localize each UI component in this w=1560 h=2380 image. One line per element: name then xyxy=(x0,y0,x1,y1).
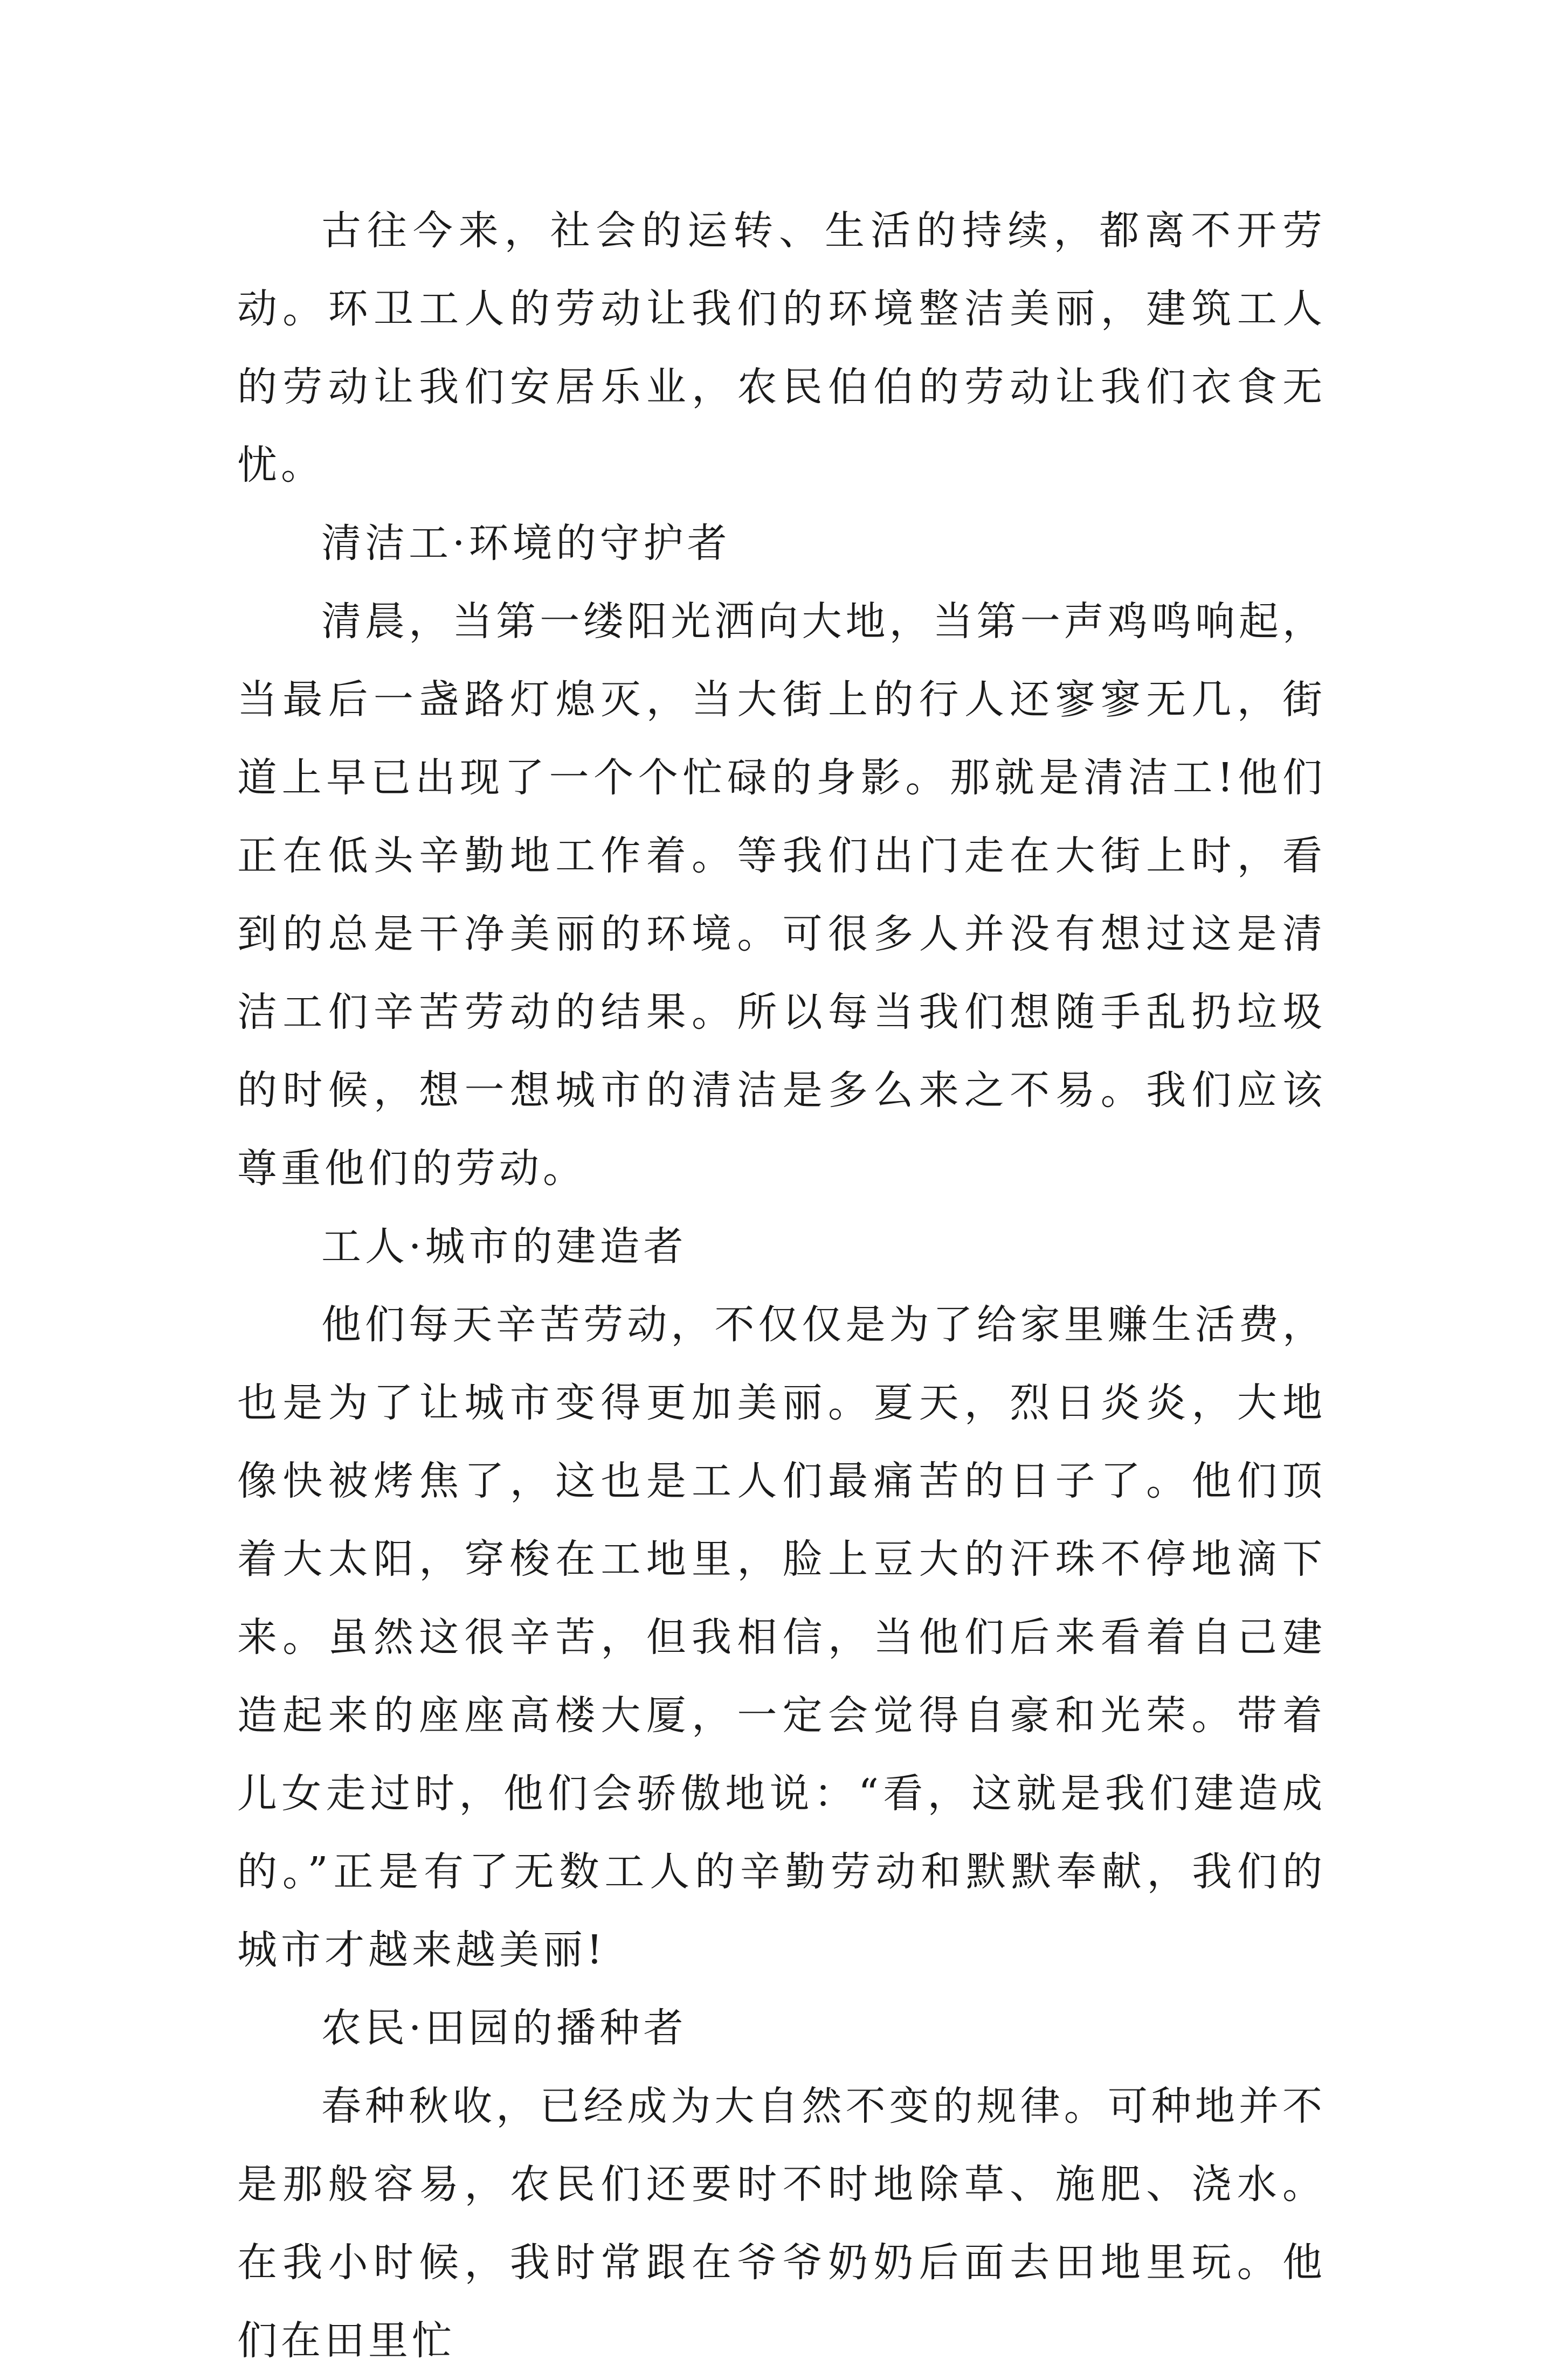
paragraph-cleaners: 清晨，当第一缕阳光洒向大地，当第一声鸡鸣响起，当最后一盏路灯熄灭，当大街上的行人还寥寥无几，街道上早已出现了一个个忙碌的身影。那就是清洁工!他们正在低头辛勤地工作着。等我们出门走在大街上时，看到的总是干净美丽的环境。可很多人并没有想过这是清洁工们辛苦劳动的结果。所以每当我们想随手乱扔垃圾的时候，想一想城市的清洁是多么来之不易。我们应该尊重他们的劳动。 xyxy=(237,598,1326,1192)
paragraph-farmers: 春种秋收，已经成为大自然不变的规律。可种地并不是那般容易，农民们还要时不时地除草、施肥、浇水。在我小时候，我时常跟在爷爷奶奶后面去田地里玩。他们在田里忙 xyxy=(237,2083,1326,2364)
section-heading-cleaners: 清洁工·环境的守护者 xyxy=(321,520,731,566)
paragraph-workers: 他们每天辛苦劳动，不仅仅是为了给家里赚生活费，也是为了让城市变得更加美丽。夏天，烈日炎炎，大地像快被烤焦了，这也是工人们最痛苦的日子了。他们顶着大太阳，穿梭在工地里，脸上豆大的汗珠不停地滴下来。虽然这很辛苦，但我相信，当他们后来看着自己建造起来的座座高楼大厦，一定会觉得自豪和光荣。带着儿女走过时，他们会骄傲地说：“看，这就是我们建造成的。”正是有了无数工人的辛勤劳动和默默奉献，我们的城市才越来越美丽! xyxy=(237,1302,1326,1973)
section-heading-farmers: 农民·田园的播种者 xyxy=(321,2005,687,2051)
paragraph-intro: 古往今来，社会的运转、生活的持续，都离不开劳动。环卫工人的劳动让我们的环境整洁美丽，建筑工人的劳动让我们安居乐业，农民伯伯的劳动让我们衣食无忧。 xyxy=(237,207,1326,488)
section-heading-workers: 工人·城市的建造者 xyxy=(321,1223,687,1270)
essay-body xyxy=(237,192,1326,2380)
